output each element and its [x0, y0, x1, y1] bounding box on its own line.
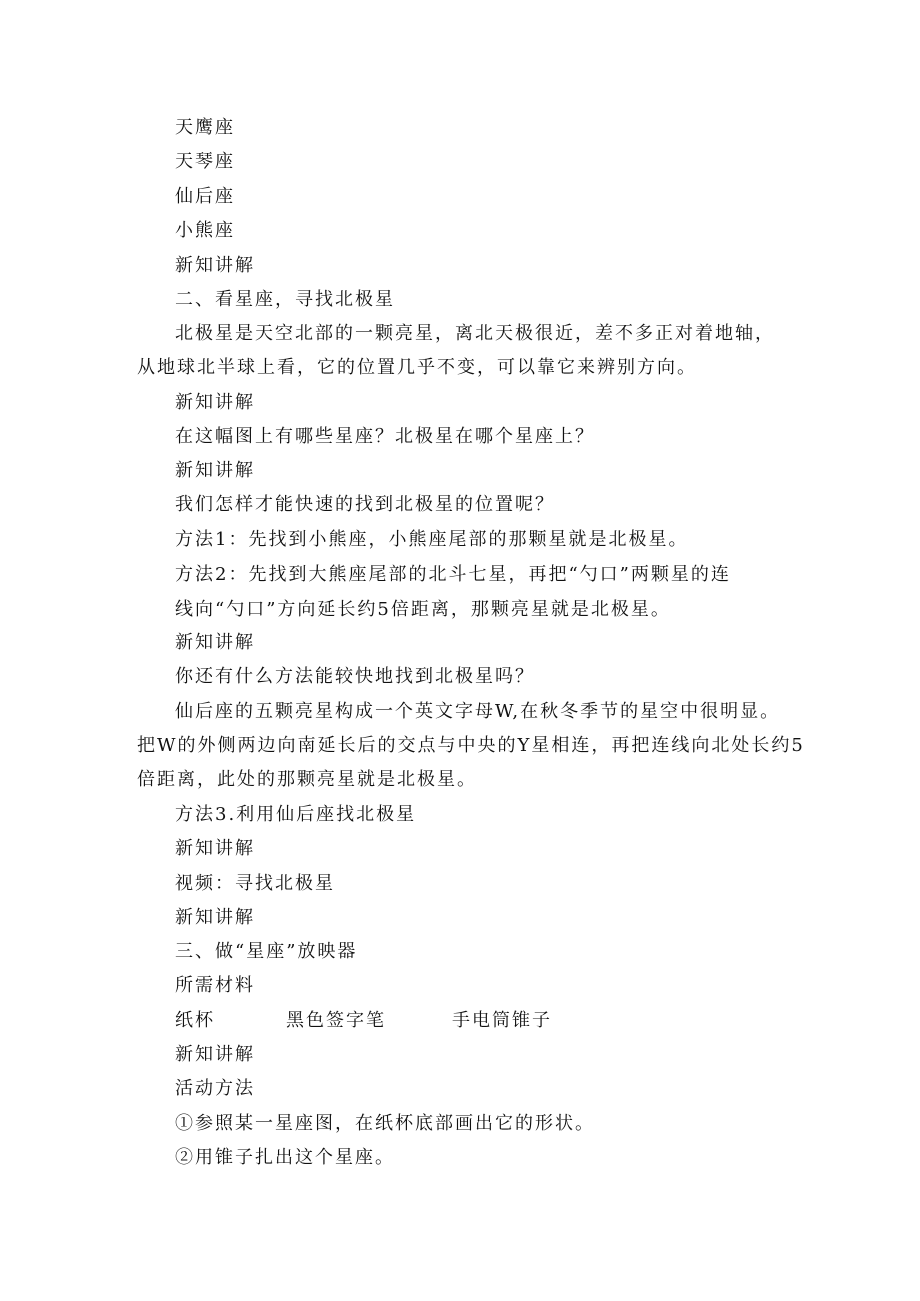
- material-item: 黑色签字笔: [286, 1010, 386, 1031]
- section-label: 新知讲解: [175, 460, 255, 481]
- section-label: 新知讲解: [175, 632, 255, 653]
- paragraph-line: 仙后座的五颗亮星构成一个英文字母W,在秋冬季节的星空中很明显。: [175, 701, 781, 722]
- text-line: 所需材料: [175, 975, 255, 996]
- section-label: 新知讲解: [175, 1044, 255, 1065]
- step-2: ②用锥子扎出这个星座。: [175, 1147, 395, 1168]
- text-line: 仙后座: [175, 186, 235, 207]
- text-line: 活动方法: [175, 1078, 255, 1099]
- paragraph-line: 从地球北半球上看，它的位置几乎不变，可以靠它来辨别方向。: [137, 357, 697, 378]
- text-line: 视频：寻找北极星: [175, 873, 335, 894]
- method-2-cont: 线向“勺口”方向延长约5倍距离，那颗亮星就是北极星。: [175, 599, 671, 620]
- material-item: 手电筒锥子: [452, 1010, 552, 1031]
- paragraph-line: 北极星是天空北部的一颗亮星，离北天极很近，差不多正对着地轴，: [175, 323, 775, 344]
- section-label: 新知讲解: [175, 255, 255, 276]
- step-1: ①参照某一星座图，在纸杯底部画出它的形状。: [175, 1113, 595, 1134]
- text-line: 天鹰座: [175, 117, 235, 138]
- text-line: 在这幅图上有哪些星座？北极星在哪个星座上？: [175, 426, 595, 447]
- method-2: 方法2：先找到大熊座尾部的北斗七星，再把“勺口”两颗星的连: [175, 564, 731, 585]
- material-item: 纸杯: [175, 1010, 215, 1031]
- text-line: 小熊座: [175, 220, 235, 241]
- section-heading: 三、做“星座”放映器: [175, 941, 358, 962]
- paragraph-line: 把W的外侧两边向南延长后的交点与中央的Y星相连，再把连线向北处长约5: [137, 735, 805, 756]
- text-line: 我们怎样才能快速的找到北极星的位置呢？: [175, 494, 555, 515]
- text-line: 你还有什么方法能较快地找到北极星吗？: [175, 666, 535, 687]
- paragraph-line: 倍距离，此处的那颗亮星就是北极星。: [137, 769, 477, 790]
- section-label: 新知讲解: [175, 907, 255, 928]
- method-1: 方法1：先找到小熊座，小熊座尾部的那颗星就是北极星。: [175, 529, 689, 550]
- section-heading: 二、看星座，寻找北极星: [175, 289, 395, 310]
- section-label: 新知讲解: [175, 392, 255, 413]
- text-line: 天琴座: [175, 151, 235, 172]
- method-3: 方法3.利用仙后座找北极星: [175, 804, 417, 825]
- section-label: 新知讲解: [175, 838, 255, 859]
